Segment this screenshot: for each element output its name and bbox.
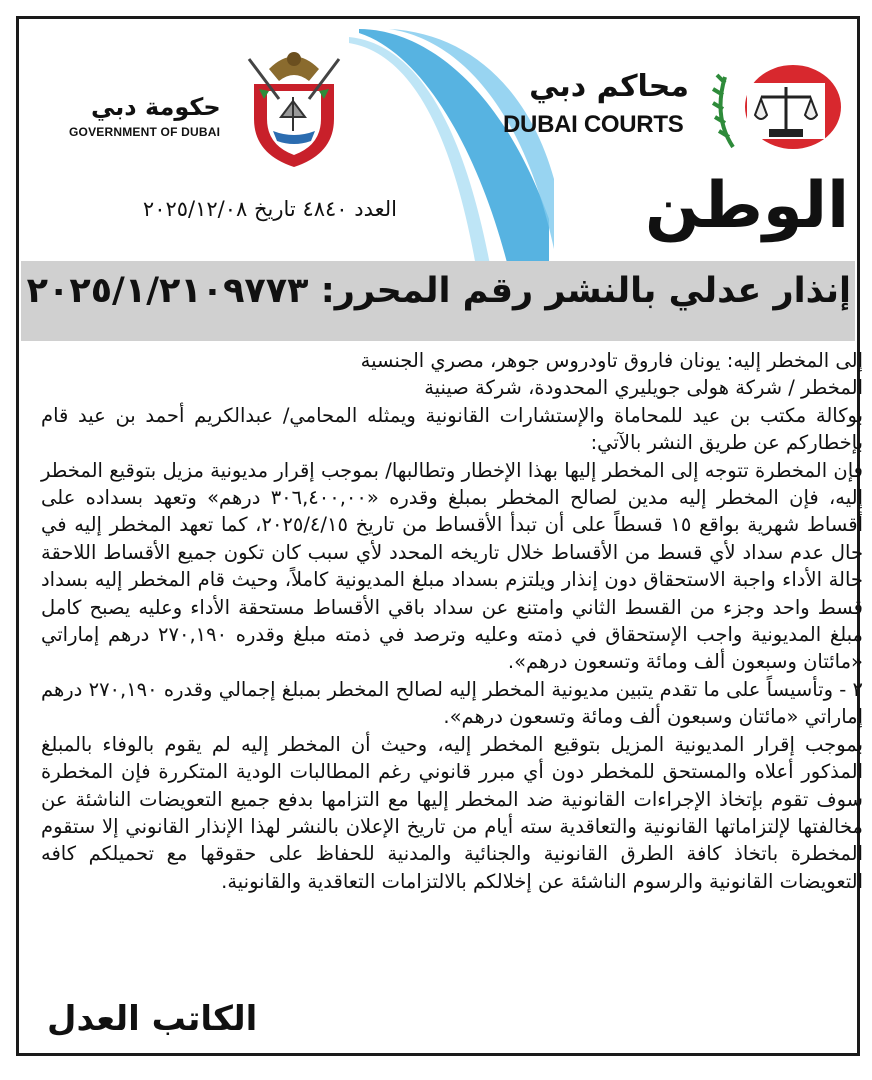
notifier-line: المخطر / شركة هولى جويليري المحدودة، شركة صينية [424,376,863,400]
government-logo-arabic: حكومة دبي [91,93,221,121]
clause-two-paragraph: ٢ - وتأسيساً على ما تقدم يتبين مديونية المخطر إليه لصالح المخطر بمبلغ إجمالي وقدره ٢٧٠,١٩٠ درهم إماراتي «مائتان وسبعون ألف ومائة وتسعون درهم». [41,677,863,729]
falcon-emblem-icon [239,39,349,169]
notice-headline: إنذار عدلي بالنشر رقم المحرر: ٢٠٢٥/١/٢١٠٩٧٧٣ [26,271,851,311]
notice-frame [16,16,864,1056]
newspaper-name: الوطن [645,169,849,243]
notice-body [41,347,863,895]
courts-logo-arabic: محاكم دبي [529,69,689,104]
addressee-line: إلى المخطر إليه: يونان فاروق تاودروس جوهر، مصري الجنسية [360,349,863,372]
notary-signature: الكاتب العدل [47,999,258,1039]
government-of-dubai-logo [39,37,359,187]
government-logo-english: GOVERNMENT OF DUBAI [69,125,221,139]
scales-of-justice-icon [703,57,843,157]
issue-number-date: العدد ٤٨٤٠ تاريخ ٢٠٢٥/١٢/٠٨ [142,197,397,221]
courts-logo-english: DUBAI COURTS [503,111,684,138]
closing-paragraph: بموجب إقرار المديونية المزيل بتوقيع المخطر إليه، وحيث أن المخطر إليه لم يقوم بالوفاء بالمبلغ المذكور أعلاه والمستحق للمخطر دون أي مبرر قانوني رغم المطالبات الودية المتكررة فإن المخطرة سوف تقوم بإتخاذ الإجراءات القانونية ضد المخطر إليها مع التزامها بدفع جميع التعويضات الناشئة عن مخالفتها لإلتزاماتها القانونية والتعاقدية سته أيام من تاريخ الإعلان بالنشر لهذا الإنذار القانوني إلا ستقوم المخطرة باتخاذ كافة الطرق القانونية والجنائية والمدنية للحفاظ على حقوقها مع تحميلكم كافه التعويضات القانونية والرسوم الناشئة عن إخلالكم بالالتزامات التعاقدية والقانونية. [41,732,863,893]
dubai-courts-logo [489,37,859,157]
agency-paragraph: بوكالة مكتب بن عيد للمحاماة والإستشارات القانونية ويمثله المحامي/ عبدالكريم أحمد بن عيد قام بإخطاركم عن طريق النشر بالآتي: [41,403,863,455]
claim-paragraph: فإن المخطرة تتوجه إلى المخطر إليها بهذا الإخطار وتطالبها/ بموجب إقرار مديونية مزيل بتوقيع المخطر إليه، فإن المخطر إليه مدين لصالح المخطر بمبلغ وقدره «٣٠٦,٤٠٠,٠٠ درهم» وتعهد بسداده على أقساط شهرية بواقع ١٥ قسطاً على أن تبدأ الأقساط من تاريخ ٢٠٢٥/٤/١٥، كما تعهد المخطر إليه في حال عدم سداد لأي قسط من الأقساط خلال تاريخه المحدد لأي سبب كان تكون جميع الأقساط اللاحقة حالة الأداء واجبة الاستحقاق دون إنذار ويلتزم بسداد مبلغ المديونية كاملاً، وحيث قام المخطر إليه بسداد قسط واحد وجزء من القسط الثاني وامتنع عن سداد باقي الأقساط مستحقة الأداء وعليه يصبح كامل مبلغ المديونية واجب الإستحقاق في ذمته وعليه وترصد في ذمته مبلغ وقدره ٢٧٠,١٩٠ درهم إماراتي «مائتان وسبعون ألف ومائة وتسعون درهم». [41,458,864,674]
